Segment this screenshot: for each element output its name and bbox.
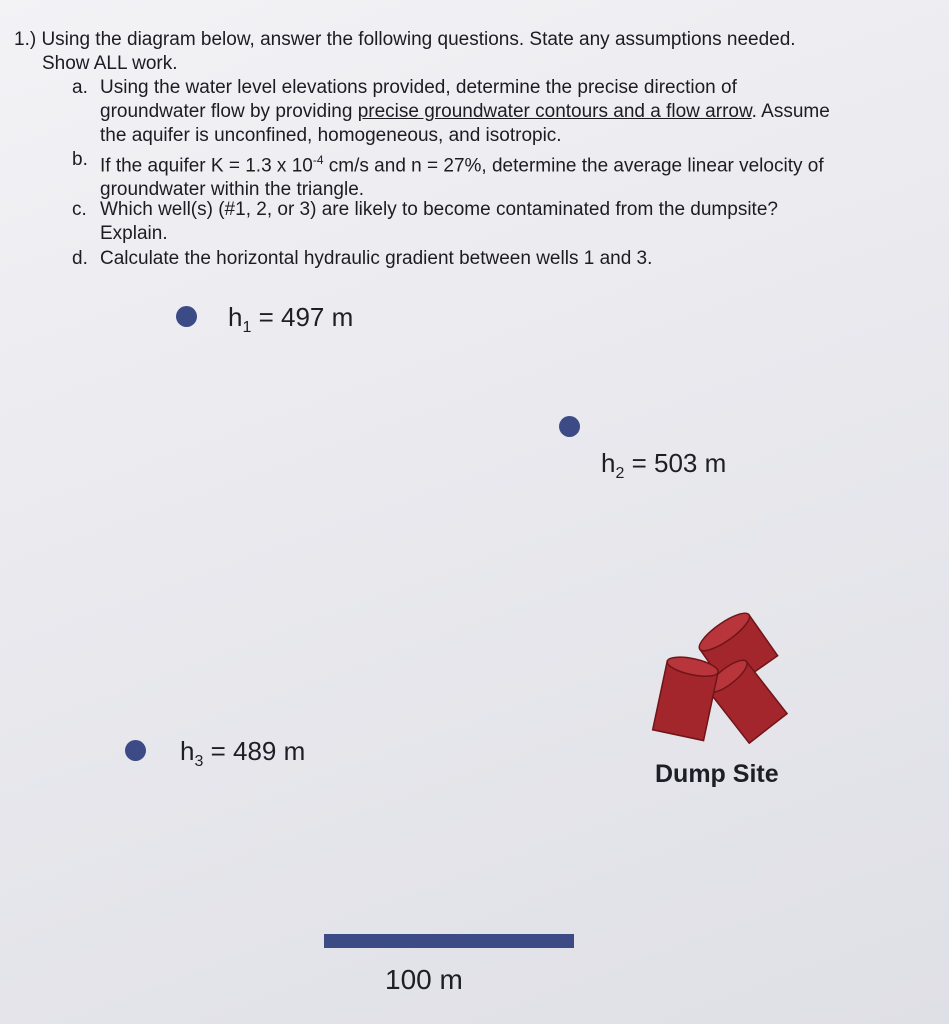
part-c-label: c. bbox=[72, 199, 87, 220]
well-1-label: $h_1 = 497$ m bbox=[228, 302, 354, 337]
well-3-marker bbox=[125, 740, 146, 761]
part-b-label: b. bbox=[72, 149, 88, 170]
intro-line-1: 1.) Using the diagram below, answer the following questions. State any assumptions needed. bbox=[14, 29, 796, 50]
contours-underline: precise groundwater contours and a flow arrow bbox=[357, 101, 752, 122]
dump-site-barrels-icon bbox=[640, 612, 800, 752]
part-a-label: a. bbox=[72, 77, 88, 98]
part-c-line-1: Which well(s) (#1, 2, or 3) are likely to become contaminated from the dumpsite? bbox=[100, 199, 778, 220]
part-c-line-2: Explain. bbox=[100, 223, 168, 244]
question-intro bbox=[14, 28, 934, 76]
well-3-label: $h_3 = 489$ m bbox=[180, 736, 306, 771]
well-1-marker bbox=[176, 306, 197, 327]
part-d-label: d. bbox=[72, 248, 88, 269]
scale-bar bbox=[324, 934, 574, 948]
intro-line-2: Show ALL work. bbox=[42, 53, 178, 74]
scale-label: 100 m bbox=[385, 964, 463, 995]
exponent: -4 bbox=[312, 153, 324, 167]
part-a-line-2: groundwater flow by providing precise groundwater contours and a flow arrow. Assume bbox=[100, 101, 830, 122]
well-2-marker bbox=[559, 416, 580, 437]
part-d-line-1: Calculate the horizontal hydraulic gradient between wells 1 and 3. bbox=[100, 248, 653, 269]
part-b-line-2: groundwater within the triangle. bbox=[100, 179, 365, 201]
part-b-line-1: If the aquifer K = 1.3 x $10^{-4}$ cm/s and n = 27%, determine the average linear velocity of bbox=[100, 153, 824, 177]
part-a-line-3: the aquifer is unconfined, homogeneous, and isotropic. bbox=[100, 125, 562, 146]
dump-site-label: Dump Site bbox=[655, 760, 779, 788]
well-2-label: $h_2 = 503$ m bbox=[601, 448, 727, 483]
part-a-line-1: Using the water level elevations provided, determine the precise direction of bbox=[100, 77, 737, 98]
